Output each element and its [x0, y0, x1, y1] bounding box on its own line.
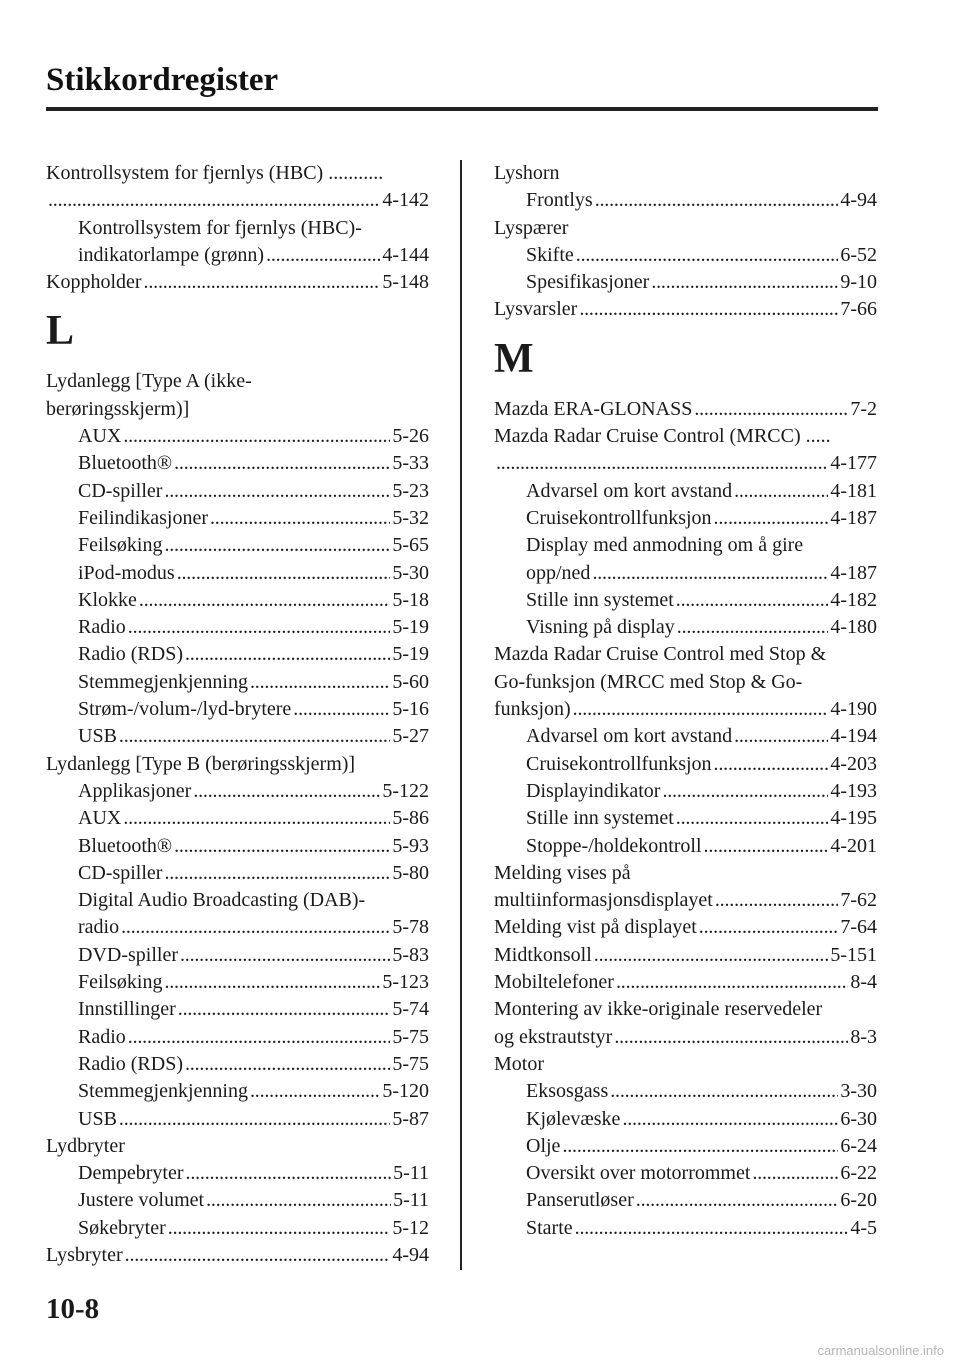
leader-dots — [250, 669, 390, 696]
index-entry — [46, 1187, 429, 1214]
index-entry-line: Kontrollsystem for fjernlys (HBC) ........... — [46, 162, 384, 184]
index-entry-page: 7-62 — [840, 889, 877, 912]
index-entry-term: Starte — [526, 1216, 573, 1239]
index-entry-line: Display med anmodning om å gire — [526, 534, 804, 557]
index-entry-page: 5-75 — [392, 1025, 429, 1048]
index-entry-page: 6-52 — [840, 243, 877, 266]
index-entry-page: 4-177 — [830, 452, 877, 475]
index-entry — [46, 1242, 429, 1269]
index-entry — [46, 723, 429, 750]
index-entry-page: 4-94 — [392, 1243, 429, 1266]
index-entry-term: USB — [78, 1107, 117, 1130]
index-entry-page: 5-75 — [392, 1052, 429, 1075]
leader-dots — [704, 833, 829, 860]
leader-dots — [699, 914, 839, 941]
index-entry-term: Radio (RDS) — [78, 643, 183, 666]
index-entry-page: 4-142 — [382, 189, 429, 212]
index-entry-term: Lysvarsler — [494, 298, 578, 321]
index-entry-page: 8-4 — [850, 971, 877, 994]
leader-dots — [210, 505, 390, 532]
index-entry-term: Kjølevæske — [526, 1107, 621, 1130]
index-entry-page: 5-83 — [392, 943, 429, 966]
index-entry-term: Cruisekontrollfunksjon — [526, 752, 712, 775]
index-entry-page: 5-80 — [392, 861, 429, 884]
index-entry — [494, 833, 877, 860]
index-entry-page: 5-65 — [392, 534, 429, 557]
index-entry — [46, 969, 429, 996]
leader-dots — [185, 641, 390, 668]
index-entry — [46, 833, 429, 860]
index-entry-page: 5-32 — [392, 506, 429, 529]
index-entry — [46, 860, 429, 887]
index-entry — [46, 532, 429, 559]
index-entry — [46, 450, 429, 477]
leader-dots — [636, 1187, 839, 1214]
index-entry-page: 5-74 — [392, 998, 429, 1021]
index-entry-term: Søkebryter — [78, 1216, 166, 1239]
leader-dots — [676, 587, 829, 614]
leader-dots — [164, 969, 380, 996]
index-entry-page: 4-190 — [830, 698, 877, 721]
index-entry — [46, 778, 429, 805]
index-entry-line: Kontrollsystem for fjernlys (HBC)- — [78, 216, 362, 239]
index-entry — [494, 614, 877, 641]
index-entry-term: AUX — [78, 425, 122, 448]
leader-dots — [139, 587, 390, 614]
index-entry-term: indikatorlampe (grønn) — [78, 243, 265, 266]
leader-dots — [128, 1024, 391, 1051]
index-entry-page: 5-19 — [392, 643, 429, 666]
leader-dots — [714, 751, 829, 778]
index-entry-page: 4-194 — [830, 725, 877, 748]
index-entry-term: Bluetooth® — [78, 834, 173, 857]
leader-dots — [595, 187, 839, 214]
leader-dots — [164, 532, 390, 559]
index-entry — [46, 1024, 429, 1051]
index-entry-page: 4-5 — [850, 1216, 877, 1239]
index-entry — [494, 696, 877, 723]
index-entry — [494, 942, 877, 969]
leader-dots — [180, 942, 390, 969]
index-entry-term: Feilsøking — [78, 971, 163, 994]
index-entry — [46, 996, 429, 1023]
leader-dots — [185, 1051, 390, 1078]
index-section-letter: M — [494, 335, 534, 382]
leader-dots — [676, 805, 829, 832]
index-entry — [46, 269, 429, 296]
index-entry — [494, 505, 877, 532]
leader-dots — [206, 1187, 391, 1214]
index-entry-line: Lydanlegg [Type A (ikke- — [46, 370, 252, 393]
index-entry — [46, 1106, 429, 1133]
index-entry-line: Melding vises på — [494, 861, 631, 884]
index-entry-term: Advarsel om kort avstand — [526, 479, 733, 502]
index-entry-term: Stemmegjenkjenning — [78, 1080, 248, 1103]
leader-dots — [579, 296, 838, 323]
leader-dots — [293, 696, 390, 723]
index-entry — [494, 969, 877, 996]
index-entry — [494, 560, 877, 587]
index-entry-term: USB — [78, 725, 117, 748]
index-entry — [494, 450, 877, 477]
index-entry-page: 4-180 — [830, 616, 877, 639]
index-entry-term: Skifte — [526, 243, 574, 266]
leader-dots — [662, 778, 828, 805]
index-entry-line: Motor — [494, 1052, 544, 1075]
leader-dots — [614, 1024, 848, 1051]
index-entry-line: Lydanlegg [Type B (berøringsskjerm)] — [46, 752, 356, 775]
index-entry — [494, 1187, 877, 1214]
index-entry-page: 5-78 — [392, 916, 429, 939]
leader-dots — [573, 696, 829, 723]
index-entry-page: 5-26 — [392, 425, 429, 448]
index-column-right — [494, 160, 877, 1242]
index-entry — [494, 1106, 877, 1133]
page-number: 10-8 — [46, 1293, 100, 1325]
index-entry-term: DVD-spiller — [78, 943, 178, 966]
leader-dots — [193, 778, 380, 805]
index-entry — [494, 723, 877, 750]
leader-dots — [128, 614, 391, 641]
index-entry-page: 8-3 — [850, 1025, 877, 1048]
index-entry — [494, 242, 877, 269]
leader-dots — [616, 969, 848, 996]
index-entry-term: Innstillinger — [78, 998, 176, 1021]
index-entry — [46, 478, 429, 505]
index-entry — [494, 751, 877, 778]
index-entry — [46, 505, 429, 532]
index-entry-term: Justere volumet — [78, 1189, 205, 1212]
index-entry-term: Melding vist på displayet — [494, 916, 697, 939]
watermark: carmanualsonline.info — [817, 1343, 944, 1358]
index-entry-term: Visning på display — [526, 616, 675, 639]
index-entry-page: 5-87 — [392, 1107, 429, 1130]
index-entry-line: berøringsskjerm)] — [46, 397, 190, 420]
index-entry-page: 4-187 — [830, 561, 877, 584]
index-entry — [46, 914, 429, 941]
leader-dots — [48, 187, 380, 214]
index-entry-term: Feilsøking — [78, 534, 163, 557]
index-entry — [494, 778, 877, 805]
index-entry-term: Lysbryter — [46, 1243, 123, 1266]
leader-dots — [594, 942, 829, 969]
index-entry-term: Cruisekontrollfunksjon — [526, 506, 712, 529]
index-entry-page: 6-24 — [840, 1134, 877, 1157]
index-entry-term: Displayindikator — [526, 779, 661, 802]
index-entry — [46, 242, 429, 269]
leader-dots — [123, 423, 390, 450]
index-entry — [46, 187, 429, 214]
index-entry-term: Radio (RDS) — [78, 1052, 183, 1075]
index-entry — [494, 478, 877, 505]
index-entry — [494, 296, 877, 323]
index-entry-term: Panserutløser — [526, 1189, 634, 1212]
index-entry-term: Stille inn systemet — [526, 807, 674, 830]
index-entry-page: 5-148 — [382, 271, 429, 294]
index-entry-page: 5-16 — [392, 698, 429, 721]
index-entry-page: 4-195 — [830, 807, 877, 830]
index-entry — [46, 587, 429, 614]
index-entry-page: 5-86 — [392, 807, 429, 830]
index-entry — [494, 1024, 877, 1051]
index-entry-term: CD-spiller — [78, 479, 163, 502]
index-entry-term: Midtkonsoll — [494, 943, 592, 966]
index-entry-term: funksjon) — [494, 698, 571, 721]
index-entry-term: CD-spiller — [78, 861, 163, 884]
index-entry-term: multiinformasjonsdisplayet — [494, 889, 713, 912]
leader-dots — [714, 505, 829, 532]
index-entry-page: 5-123 — [382, 971, 429, 994]
leader-dots — [174, 833, 390, 860]
index-column-left — [46, 160, 429, 1269]
index-entry-line: Lydbryter — [46, 1134, 125, 1157]
leader-dots — [119, 723, 390, 750]
leader-dots — [178, 996, 391, 1023]
index-entry — [494, 1133, 877, 1160]
index-entry-term: Mobiltelefoner — [494, 971, 614, 994]
index-entry-page: 5-23 — [392, 479, 429, 502]
leader-dots — [651, 269, 838, 296]
index-entry-line: Digital Audio Broadcasting (DAB)- — [78, 889, 366, 912]
leader-dots — [177, 560, 391, 587]
index-entry-page: 6-22 — [840, 1162, 877, 1185]
page-title: Stikkordregister — [46, 62, 279, 98]
index-entry — [494, 587, 877, 614]
index-entry — [46, 1051, 429, 1078]
index-entry — [46, 641, 429, 668]
index-entry-term: opp/ned — [526, 561, 591, 584]
index-entry-term: Eksosgass — [526, 1080, 609, 1103]
index-entry — [46, 560, 429, 587]
index-entry-term: Koppholder — [46, 271, 142, 294]
index-entry-page: 4-193 — [830, 779, 877, 802]
index-entry-term: Frontlys — [526, 189, 593, 212]
index-entry — [46, 1160, 429, 1187]
index-entry-term: Dempebryter — [78, 1162, 184, 1185]
index-entry — [494, 887, 877, 914]
index-entry-term: Oversikt over motorrommet — [526, 1162, 751, 1185]
index-entry-term: Stemmegjenkjenning — [78, 670, 248, 693]
index-entry-term: iPod-modus — [78, 561, 175, 584]
index-entry-line: Mazda Radar Cruise Control (MRCC) ..... — [494, 425, 831, 448]
index-entry-term: Spesifikasjoner — [526, 271, 650, 294]
leader-dots — [174, 450, 390, 477]
index-entry-page: 7-66 — [840, 298, 877, 321]
index-entry-term: Klokke — [78, 588, 137, 611]
leader-dots — [250, 1078, 380, 1105]
index-entry-line: Lyspærer — [494, 216, 569, 239]
index-entry-page: 4-187 — [830, 506, 877, 529]
leader-dots — [123, 805, 390, 832]
leader-dots — [562, 1133, 838, 1160]
index-entry-line: Montering av ikke-originale reservedeler — [494, 998, 823, 1021]
index-entry-term: Radio — [78, 616, 126, 639]
index-entry — [46, 696, 429, 723]
index-entry-page: 5-19 — [392, 616, 429, 639]
index-entry — [494, 187, 877, 214]
leader-dots — [576, 242, 839, 269]
index-entry-page: 5-11 — [393, 1189, 429, 1212]
index-entry-term: og ekstrautstyr — [494, 1025, 613, 1048]
index-entry-page: 3-30 — [840, 1080, 877, 1103]
index-entry-term: radio — [78, 916, 120, 939]
leader-dots — [677, 614, 829, 641]
leader-dots — [496, 450, 828, 477]
leader-dots — [121, 914, 390, 941]
index-entry-page: 5-11 — [393, 1162, 429, 1185]
index-entry-page: 5-30 — [392, 561, 429, 584]
index-entry-page: 7-2 — [850, 397, 877, 420]
index-entry — [494, 396, 877, 423]
leader-dots — [592, 560, 828, 587]
index-entry — [46, 1215, 429, 1242]
index-entry-term: Advarsel om kort avstand — [526, 725, 733, 748]
index-entry-page: 5-93 — [392, 834, 429, 857]
index-entry-page: 4-203 — [830, 752, 877, 775]
index-entry — [494, 914, 877, 941]
index-entry — [494, 1078, 877, 1105]
leader-dots — [164, 478, 390, 505]
index-entry-term: Stoppe-/holdekontroll — [526, 834, 702, 857]
leader-dots — [694, 396, 848, 423]
index-entry — [494, 269, 877, 296]
index-entry-line: Go-funksjon (MRCC med Stop & Go- — [494, 670, 803, 693]
column-divider — [460, 160, 462, 1270]
index-entry-page: 6-30 — [840, 1107, 877, 1130]
leader-dots — [164, 860, 390, 887]
index-entry-page: 4-201 — [830, 834, 877, 857]
index-entry-page: 4-182 — [830, 588, 877, 611]
leader-dots — [715, 887, 838, 914]
index-entry — [494, 1215, 877, 1242]
leader-dots — [734, 478, 828, 505]
index-entry — [46, 614, 429, 641]
index-entry — [46, 805, 429, 832]
index-entry-term: Bluetooth® — [78, 452, 173, 475]
index-entry-page: 5-122 — [382, 779, 429, 802]
leader-dots — [119, 1106, 390, 1133]
index-entry-page: 4-94 — [840, 189, 877, 212]
leader-dots — [610, 1078, 838, 1105]
index-entry-page: 5-18 — [392, 588, 429, 611]
index-section-letter: L — [46, 308, 75, 355]
index-entry-term: Strøm-/volum-/lyd-brytere — [78, 698, 292, 721]
index-entry-page: 6-20 — [840, 1189, 877, 1212]
title-rule — [46, 107, 878, 111]
leader-dots — [144, 269, 381, 296]
index-entry-term: Radio — [78, 1025, 126, 1048]
index-entry-term: Olje — [526, 1134, 561, 1157]
index-entry-term: Mazda ERA-GLONASS — [494, 397, 693, 420]
leader-dots — [575, 1215, 849, 1242]
leader-dots — [125, 1242, 391, 1269]
leader-dots — [734, 723, 828, 750]
index-entry-page: 4-181 — [830, 479, 877, 502]
index-entry — [46, 1078, 429, 1105]
index-entry-term: Applikasjoner — [78, 779, 192, 802]
index-entry-term: Stille inn systemet — [526, 588, 674, 611]
index-entry-term: Feilindikasjoner — [78, 506, 208, 529]
index-entry-term: AUX — [78, 807, 122, 830]
index-entry-page: 9-10 — [840, 271, 877, 294]
index-entry — [46, 942, 429, 969]
index-entry-line: Mazda Radar Cruise Control med Stop & — [494, 643, 827, 666]
index-entry — [46, 423, 429, 450]
index-entry-line: Lyshorn — [494, 162, 560, 184]
index-entry-page: 7-64 — [840, 916, 877, 939]
index-entry — [46, 669, 429, 696]
leader-dots — [266, 242, 380, 269]
index-entry-page: 5-27 — [392, 725, 429, 748]
index-entry-page: 5-151 — [830, 943, 877, 966]
index-entry-page: 5-12 — [392, 1216, 429, 1239]
index-entry — [494, 805, 877, 832]
index-entry-page: 4-144 — [382, 243, 429, 266]
leader-dots — [622, 1106, 838, 1133]
leader-dots — [186, 1160, 392, 1187]
index-entry-page: 5-60 — [392, 670, 429, 693]
leader-dots — [752, 1160, 838, 1187]
index-entry-page: 5-33 — [392, 452, 429, 475]
index-entry-page: 5-120 — [382, 1080, 429, 1103]
leader-dots — [168, 1215, 391, 1242]
index-entry — [494, 1160, 877, 1187]
